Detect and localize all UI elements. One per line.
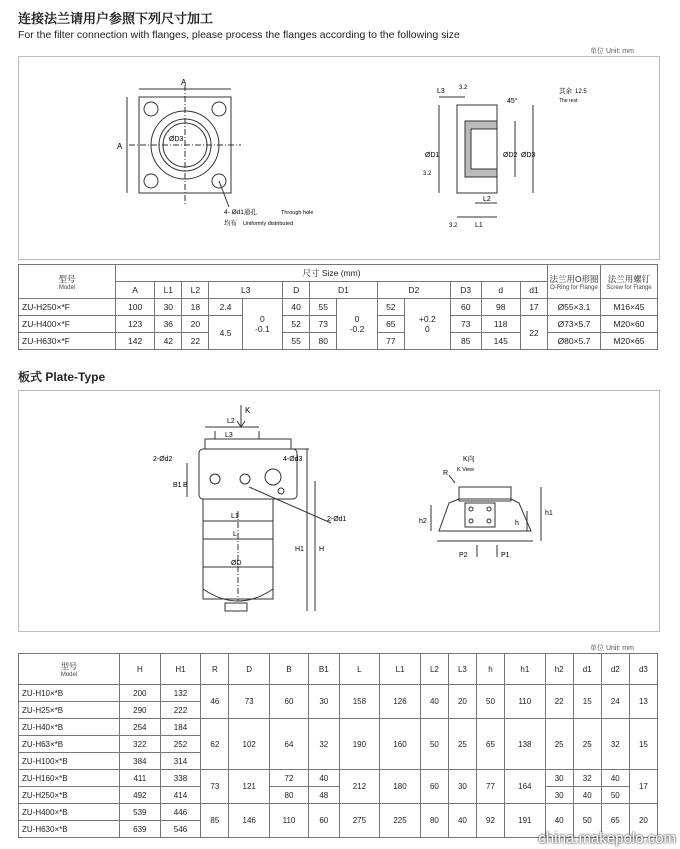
flange-label-l2: L2 xyxy=(483,196,491,203)
plate-label-2d1: 2-Ød1 xyxy=(327,516,347,523)
plate-section-title: 板式 Plate-Type xyxy=(18,370,106,384)
flange-drawing xyxy=(19,57,659,259)
table-row: ZU-H100×*B 384 314 xyxy=(19,753,658,770)
table-row: ZU-H630×*B 639 546 xyxy=(19,821,658,838)
plate-label-b1: B1 xyxy=(173,482,182,489)
plate-label-d: ØD xyxy=(231,560,242,567)
rest-label-en: The rest xyxy=(559,98,578,104)
table-row: ZU-H400×*B 539 446 85 146 110 60 275 225 80 40 92 191 40 50 65 20 xyxy=(19,804,658,821)
flange-h-a: A xyxy=(116,282,155,299)
flange-label-a-side: A xyxy=(117,142,123,151)
plate-label-4d3: 4-Ød3 xyxy=(283,456,303,463)
flange-label-45: 45° xyxy=(507,98,518,105)
kview-label-r: R xyxy=(443,470,449,477)
hole-note-en: Through hole xyxy=(281,210,314,216)
kview-label-h2: h2 xyxy=(419,518,427,525)
plate-label-l3: L3 xyxy=(225,432,233,439)
flange-h-dd: d xyxy=(481,282,520,299)
flange-col-size: 尺寸 Size (mm) xyxy=(116,265,548,282)
page-title-cn: 连接法兰请用户参照下列尺寸加工 xyxy=(18,11,214,26)
flange-label-a-top: A xyxy=(181,78,187,87)
flange-label-d3: ØD3 xyxy=(521,152,536,159)
watermark: china.makepolo.com xyxy=(538,830,676,847)
flange-h-l3: L3 xyxy=(209,282,283,299)
kview-label-h1: h1 xyxy=(545,510,553,517)
flange-table xyxy=(18,264,658,350)
distribution-cn: 均布 xyxy=(224,220,237,227)
unit-label: 单位 Unit: mm xyxy=(590,48,634,55)
kview-label-cn: K向 xyxy=(463,456,475,463)
kview-label-p2: P2 xyxy=(459,552,468,559)
table-row: ZU-H40×*B 254 184 62 102 64 32 190 160 50 25 65 138 25 25 32 15 xyxy=(19,719,658,736)
flange-label-d2: ØD2 xyxy=(503,152,518,159)
plate-label-b: B xyxy=(183,482,188,489)
kview-label-p1: P1 xyxy=(501,552,510,559)
plate-label-k: K xyxy=(245,406,251,415)
plate-label-l2: L2 xyxy=(227,418,235,425)
table-row: ZU-H63×*B 322 252 xyxy=(19,736,658,753)
table-row: ZU-H630×*F 142 42 22 55 80 77 85 145 Ø80×5.7 M20×65 xyxy=(19,333,658,350)
flange-h-d: D xyxy=(283,282,310,299)
table-row: ZU-H250×*B 492 414 80 48 30 40 50 xyxy=(19,787,658,804)
plate-table: 型号 Model H H1 R D B B1 L L1 L2 L3 h h1 h2 d1 d2 d3 ZU-H10×*B 200 132 46 73 60 30 158 126 40 20 50 110 22 15 24 13 ZU-H25×*B 290 222 ZU-H40×*B 254 184 62 102 64 32 190 160 50 25 65 138 25 25 32 15 ZU-H63×*B 322 252 ZU-H100×*B 384 314 ZU-H160×*B 411 338 73 121 72 40 212 180 60 30 77 164 30 32 40 17 ZU-H250×*B 492 414 80 48 30 40 50 ZU-H400×*B 539 446 85 146 110 60 275 225 80 40 92 191 40 50 65 20 ZU-H630×*B 639 546 xyxy=(18,653,658,838)
plate-label-h1: H1 xyxy=(295,546,304,553)
flange-label-d1: ØD1 xyxy=(425,152,440,159)
flange-col-oring: 法兰用O形圈 O-Ring for Flange xyxy=(548,265,601,299)
flange-label-32-left: 3.2 xyxy=(423,171,432,177)
flange-label-angle-top: 3.2 xyxy=(459,85,468,91)
kview-label-h: h xyxy=(515,520,519,527)
flange-col-screw: 法兰用螺钉 Screw for Flange xyxy=(601,265,658,299)
table-row: ZU-H160×*B 411 338 73 121 72 40 212 180 60 30 77 164 30 32 40 17 xyxy=(19,770,658,787)
table-row: ZU-H250×*F 100 30 18 2.4 0 -0.1 40 55 0 -0.2 52 +0.2 0 60 98 17 Ø55×3.1 M16×45 xyxy=(19,299,658,316)
flange-h-d2: D2 xyxy=(377,282,450,299)
flange-h-l2: L2 xyxy=(182,282,209,299)
plate-unit-label: 单位 Unit: mm xyxy=(590,645,634,652)
page-title-en: For the filter connection with flanges, please process the flanges according to the following size xyxy=(18,29,460,41)
kview-label-en: K View xyxy=(457,467,475,473)
flange-label-32-bottom: 3.2 xyxy=(449,223,458,229)
table-row: ZU-H10×*B 200 132 46 73 60 30 158 126 40 20 50 110 22 15 24 13 xyxy=(19,685,658,702)
flange-drawing-panel xyxy=(18,56,660,260)
flange-h-d1: D1 xyxy=(310,282,378,299)
rest-label-val: 12.5 xyxy=(575,89,587,95)
flange-label-l1: L1 xyxy=(475,222,483,229)
plate-drawing-panel xyxy=(18,390,660,632)
flange-h-l1: L1 xyxy=(155,282,182,299)
flange-label-l3: L3 xyxy=(437,88,445,95)
flange-col-model: 型号 Model xyxy=(19,265,116,299)
plate-label-2d2: 2-Ød2 xyxy=(153,456,173,463)
plate-label-l1: L1 xyxy=(231,513,239,520)
flange-h-dd1: d1 xyxy=(520,282,547,299)
rest-label-cn: 其余 xyxy=(559,88,572,95)
plate-col-model: 型号 Model xyxy=(19,654,120,685)
table-row: ZU-H25×*B 290 222 xyxy=(19,702,658,719)
flange-h-d3: D3 xyxy=(450,282,481,299)
plate-label-l: L xyxy=(233,531,237,538)
flange-label-d3-front: ØD3 xyxy=(169,136,184,143)
plate-drawing xyxy=(19,391,659,631)
hole-note-cn: 4- Ød1通孔 xyxy=(224,209,257,216)
plate-label-h: H xyxy=(319,546,325,553)
table-row: ZU-H400×*F 123 36 20 4.5 52 73 65 73 118 22 Ø73×5.7 M20×60 xyxy=(19,316,658,333)
distribution-en: Uniformly distributed xyxy=(243,221,294,227)
